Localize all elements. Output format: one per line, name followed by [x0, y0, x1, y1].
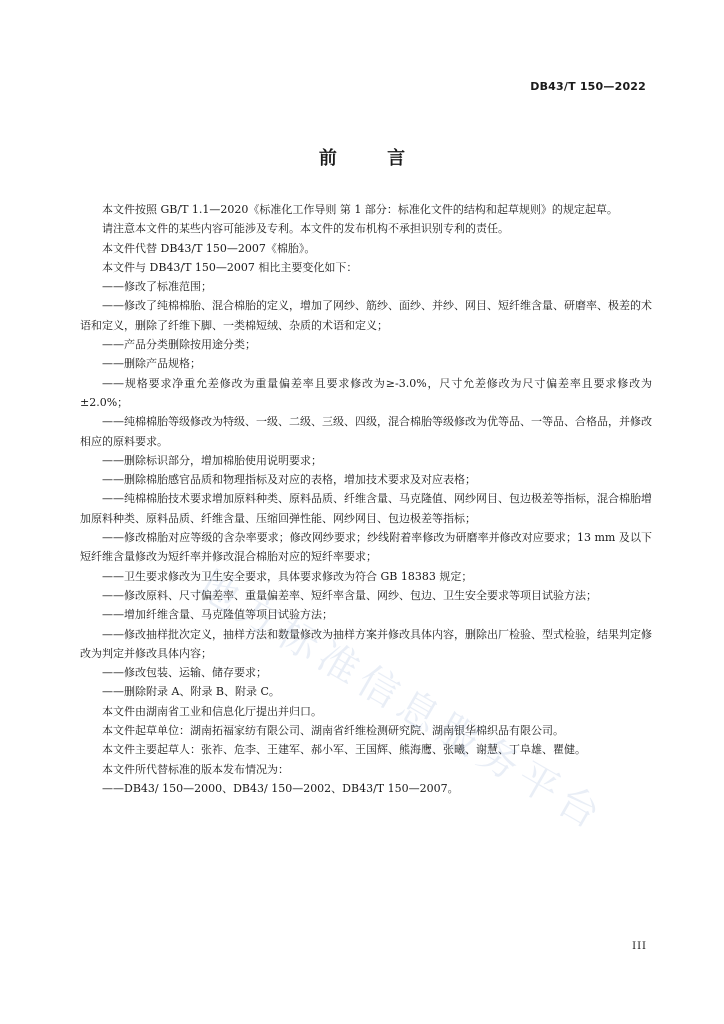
change-item: ——纯棉棉胎技术要求增加原料种类、原料品质、纤维含量、马克隆值、网纱网目、包边极差等指标，混合棉胎增加原料种类、原料品质、纤维含量、压缩回弹性能、网纱网目、包边极差等指标； — [80, 492, 652, 525]
watermark-char: 息 — [389, 681, 448, 742]
paragraph: 本文件与 DB43/T 150—2007 相比主要变化如下： — [102, 260, 358, 274]
change-item: ——DB43/ 150—2000、DB43/ 150—2002、DB43/T 150—2007。 — [102, 781, 459, 795]
change-item: ——修改抽样批次定义，抽样方法和数量修改为抽样方案并修改具体内容，删除出厂检验、型式检验，结果判定修改为判定并修改具体内容； — [80, 627, 652, 660]
paragraph: 本文件代替 DB43/T 150—2007《棉胎》。 — [102, 241, 316, 255]
paragraph: 本文件按照 GB/T 1.1—2020《标准化工作导则 第 1 部分：标准化文件的结构和起草规则》的规定起草。 — [102, 203, 618, 216]
page-number: III — [632, 941, 647, 952]
watermark-char: 平 — [509, 753, 568, 814]
change-item: ——修改棉胎对应等级的含杂率要求；修改网纱要求；纱线附着率修改为研磨率并修改对应要求；13 mm 及以下短纤维含量修改为短纤率并修改混合棉胎对应的短纤率要求； — [80, 531, 652, 564]
change-item: ——删除棉胎感官品质和物理指标及对应的表格，增加技术要求及对应表格； — [102, 473, 476, 487]
paragraph: 本文件起草单位：湖南拓福家纺有限公司、湖南省纤维检测研究院、湖南银华棉织品有限公司。 — [102, 724, 564, 738]
change-item: ——规格要求净重允差修改为重量偏差率且要求修改为≥-3.0%，尺寸允差修改为尺寸偏差率且要求修改为±2.0%； — [80, 376, 652, 409]
change-item: ——修改包装、运输、储存要求； — [102, 666, 267, 680]
change-item: ——修改原料、尺寸偏差率、重量偏差率、短纤率含量、网纱、包边、卫生安全要求等项目试验方法； — [102, 588, 597, 602]
change-item: ——修改了纯棉棉胎、混合棉胎的定义，增加了网纱、筋纱、面纱、并纱、网目、短纤维含量、研磨率、极差的术语和定义，删除了纤维下脚、一类棉短绒、杂质的术语和定义； — [80, 299, 652, 332]
change-item: ——纯棉棉胎等级修改为特级、一级、二级、三级、四级，混合棉胎等级修改为优等品、一等品、合格品，并修改相应的原料要求。 — [80, 415, 652, 448]
change-item: ——产品分类删除按用途分类； — [102, 338, 256, 352]
watermark-char: 准 — [309, 633, 368, 694]
watermark-char: 服 — [429, 705, 488, 766]
change-item: ——卫生要求修改为卫生安全要求，具体要求修改为符合 GB 18383 规定； — [102, 569, 473, 583]
watermark-char: 地 — [189, 561, 248, 622]
paragraph: 本文件主要起草人：张祚、危李、王建军、郝小军、王国辉、熊海鹰、张曦、谢慧、丁阜雄、瞿健。 — [102, 743, 586, 757]
change-item: ——修改了标准范围； — [102, 280, 212, 294]
paragraph: 本文件由湖南省工业和信息化厅提出并归口。 — [102, 704, 322, 718]
change-item: ——删除标识部分，增加棉胎使用说明要求； — [102, 453, 322, 467]
standard-code: DB43/T 150—2022 — [530, 80, 646, 93]
paragraph: 请注意本文件的某些内容可能涉及专利。本文件的发布机构不承担识别专利的责任。 — [102, 222, 509, 236]
paragraph: 本文件所代替标准的版本发布情况为： — [102, 762, 289, 776]
watermark-char: 信 — [349, 657, 408, 718]
change-item: ——删除附录 A、附录 B、附录 C。 — [102, 685, 280, 699]
page-title: 前 言 — [318, 148, 428, 169]
document-body — [80, 200, 652, 798]
change-item: ——删除产品规格； — [102, 357, 201, 371]
change-item: ——增加纤维含量、马克隆值等项目试验方法； — [102, 608, 333, 622]
watermark-char: 务 — [469, 729, 528, 790]
watermark-char: 标 — [269, 609, 328, 670]
watermark-char: 台 — [549, 777, 608, 838]
watermark-char: 方 — [229, 585, 288, 646]
